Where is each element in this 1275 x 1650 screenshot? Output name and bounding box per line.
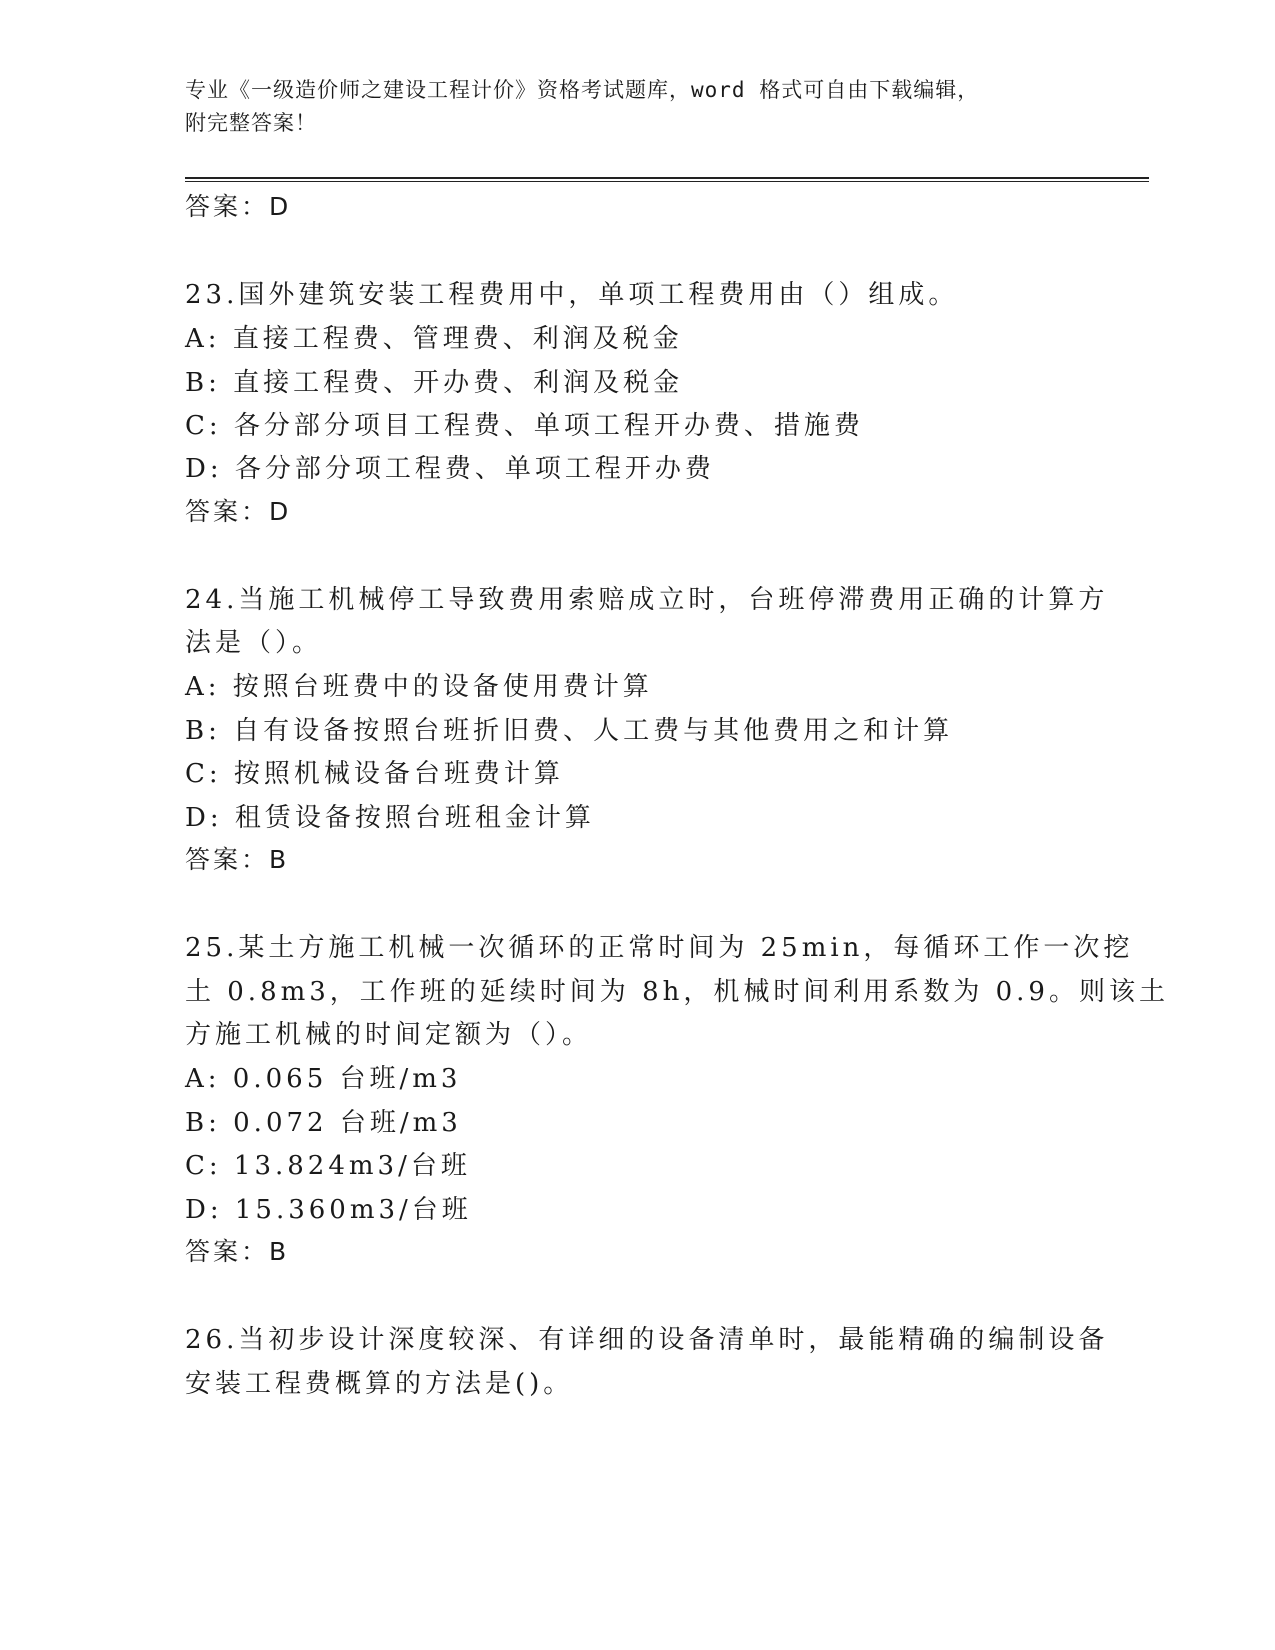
option-b: B: 自有设备按照台班折旧费、人工费与其他费用之和计算: [185, 716, 954, 746]
question-stem: 23.国外建筑安装工程费用中，单项工程费用由（）组成。: [185, 280, 959, 310]
option-d: D: 15.360m3/台班: [185, 1195, 472, 1225]
header-divider: [185, 177, 1149, 182]
answer-q23: 答案：D: [185, 497, 292, 526]
answer-q22: 答案：D: [185, 192, 292, 221]
question-stem-line-3: 方施工机械的时间定额为（）。: [185, 1020, 593, 1050]
question-stem-line-2: 安装工程费概算的方法是()。: [185, 1369, 574, 1399]
option-d: D: 各分部分项工程费、单项工程开办费: [185, 454, 715, 484]
document-header: [185, 74, 1065, 140]
header-line-2: 附完整答案！: [185, 111, 317, 135]
question-stem-line-1: 26.当初步设计深度较深、有详细的设备清单时，最能精确的编制设备: [185, 1325, 1109, 1355]
option-c: C: 13.824m3/台班: [185, 1151, 471, 1181]
answer-q24: 答案：B: [185, 845, 290, 874]
option-c: C: 各分部分项目工程费、单项工程开办费、措施费: [185, 411, 864, 441]
question-stem-line-2: 法是（）。: [185, 628, 323, 658]
option-a: A: 直接工程费、管理费、利润及税金: [185, 324, 683, 354]
option-a: A: 按照台班费中的设备使用费计算: [185, 672, 653, 702]
option-b: B: 直接工程费、开办费、利润及税金: [185, 368, 684, 398]
question-stem-line-1: 24.当施工机械停工导致费用索赔成立时，台班停滞费用正确的计算方: [185, 585, 1109, 615]
option-a: A: 0.065 台班/m3: [185, 1064, 462, 1094]
option-d: D: 租赁设备按照台班租金计算: [185, 803, 595, 833]
question-stem-line-2: 土 0.8m3，工作班的延续时间为 8h，机械时间利用系数为 0.9。则该土: [185, 977, 1169, 1007]
option-b: B: 0.072 台班/m3: [185, 1108, 462, 1138]
answer-q25: 答案：B: [185, 1237, 290, 1266]
header-line-1: 专业《一级造价师之建设工程计价》资格考试题库，word 格式可自由下载编辑，: [185, 78, 980, 102]
option-c: C: 按照机械设备台班费计算: [185, 759, 564, 789]
question-stem-line-1: 25.某土方施工机械一次循环的正常时间为 25min，每循环工作一次挖: [185, 933, 1134, 963]
